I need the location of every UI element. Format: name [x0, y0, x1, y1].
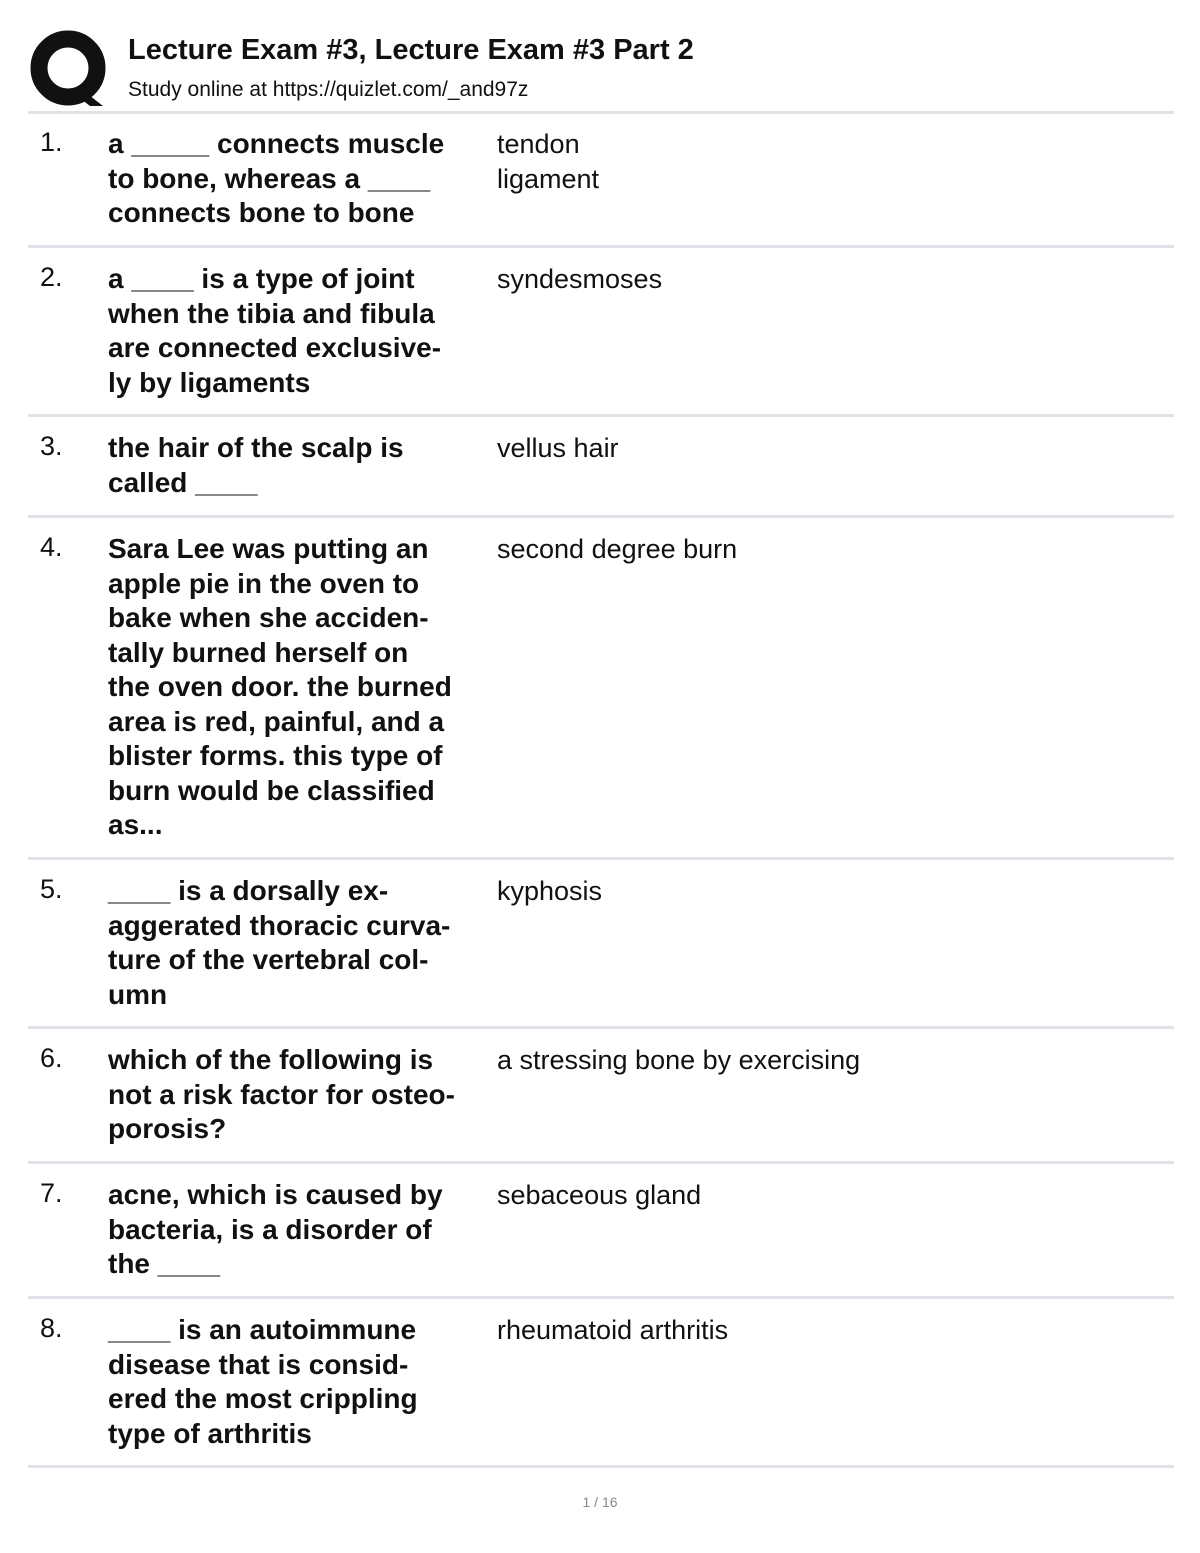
term-line: bake when she acciden-	[108, 602, 429, 633]
card-term	[108, 262, 493, 400]
definition-line: vellus hair	[497, 433, 619, 463]
card-number: 2.	[40, 262, 63, 292]
definition-line: tendon	[497, 129, 580, 159]
term-line: when the tibia and fibula	[108, 297, 435, 329]
card-term	[108, 1178, 493, 1282]
card-term	[108, 1313, 493, 1451]
card-term	[108, 1043, 493, 1147]
term-line: ____ is a dorsally ex-	[108, 875, 389, 906]
term-line: connects bone to bone	[108, 197, 415, 228]
term-line: area is red, painful, and a	[108, 705, 445, 737]
flashcard-row	[28, 113, 1174, 248]
term-line: blister forms. this type of	[108, 740, 443, 771]
flashcard-list	[28, 113, 1174, 1468]
term-line: the hair of the scalp is	[108, 432, 404, 463]
definition-line: rheumatoid arthritis	[497, 1315, 729, 1345]
term-line: which of the following is	[108, 1044, 434, 1075]
term-line: are connected exclusive-	[108, 332, 442, 363]
card-definition	[497, 431, 1157, 466]
term-line: acne, which is caused by	[108, 1179, 443, 1210]
term-line: not a risk factor for osteo-	[108, 1078, 455, 1110]
flashcard-row	[28, 248, 1174, 417]
flashcard-row	[28, 860, 1174, 1029]
card-term	[108, 874, 493, 1012]
card-number: 8.	[40, 1313, 63, 1343]
definition-line: second degree burn	[497, 534, 738, 564]
flashcard-row	[28, 1164, 1174, 1299]
flashcard-row	[28, 518, 1174, 860]
flashcard-row	[28, 1299, 1174, 1468]
card-definition	[497, 127, 1157, 196]
term-line: to bone, whereas a ____	[108, 162, 431, 194]
definition-line: syndesmoses	[497, 264, 663, 294]
term-line: bacteria, is a disorder of	[108, 1213, 432, 1245]
definition-line: a stressing bone by exercising	[497, 1045, 861, 1075]
term-line: type of arthritis	[108, 1417, 312, 1449]
card-definition	[497, 262, 1157, 297]
card-definition	[497, 532, 1157, 567]
term-line: called ____	[108, 466, 258, 498]
definition-line: sebaceous gland	[497, 1180, 702, 1210]
card-term	[108, 431, 493, 500]
definition-line: ligament	[497, 163, 600, 194]
term-line: Sara Lee was putting an	[108, 533, 429, 564]
card-term	[108, 127, 493, 231]
term-line: a ____ is a type of joint	[108, 263, 415, 294]
term-line: the ____	[108, 1248, 221, 1279]
term-line: apple pie in the oven to	[108, 567, 420, 599]
card-number: 7.	[40, 1178, 63, 1208]
card-term	[108, 532, 493, 843]
term-line: as...	[108, 809, 163, 840]
card-definition	[497, 1313, 1157, 1348]
term-line: burn would be classified	[108, 774, 435, 806]
term-line: ____ is an autoimmune	[108, 1314, 417, 1345]
term-line: disease that is consid-	[108, 1348, 409, 1380]
document-header	[30, 30, 1172, 110]
study-link-text: Study online at https://quizlet.com/_and97z	[128, 78, 529, 101]
card-number: 4.	[40, 532, 63, 562]
card-definition	[497, 1043, 1157, 1078]
term-line: tally burned herself on	[108, 636, 409, 668]
page-number: 1 / 16	[582, 1494, 618, 1510]
card-number: 5.	[40, 874, 63, 904]
term-line: ly by ligaments	[108, 366, 311, 398]
card-number: 3.	[40, 431, 63, 461]
document-title: Lecture Exam #3, Lecture Exam #3 Part 2	[128, 34, 694, 66]
definition-line: kyphosis	[497, 876, 603, 906]
card-number: 1.	[40, 127, 63, 157]
term-line: a _____ connects muscle	[108, 128, 445, 159]
card-definition	[497, 1178, 1157, 1213]
term-line: aggerated thoracic curva-	[108, 909, 451, 941]
card-number: 6.	[40, 1043, 63, 1073]
term-line: umn	[108, 978, 168, 1010]
term-line: ered the most crippling	[108, 1383, 418, 1414]
term-line: the oven door. the burned	[108, 671, 452, 702]
card-definition	[497, 874, 1157, 909]
flashcard-row	[28, 1029, 1174, 1164]
term-line: ture of the vertebral col-	[108, 944, 429, 975]
flashcard-row	[28, 417, 1174, 518]
quizlet-q-logo-icon	[30, 30, 108, 108]
term-line: porosis?	[108, 1113, 227, 1144]
